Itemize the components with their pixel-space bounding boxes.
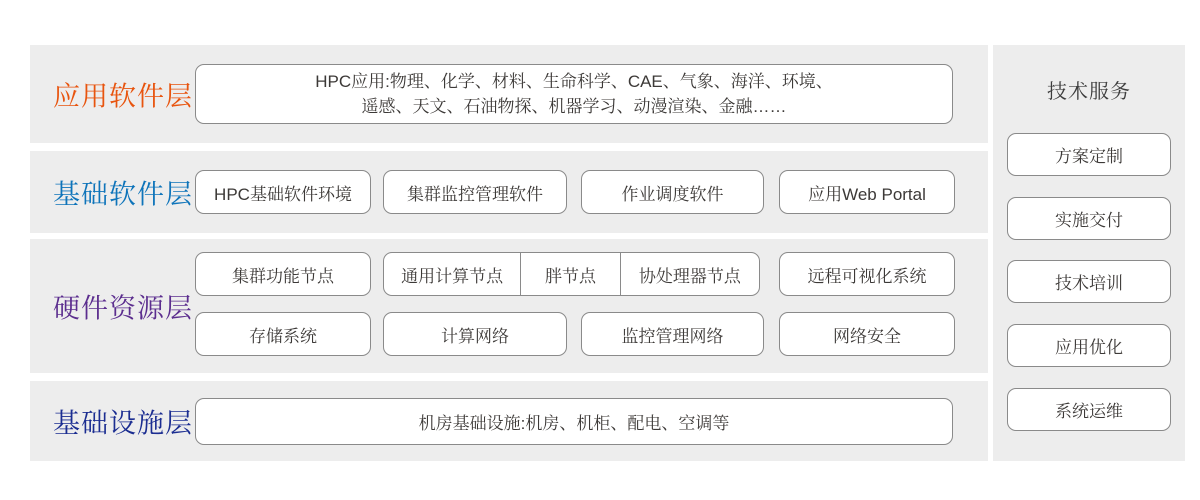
hardware-resource-layer-label: 硬件资源层 [53,293,193,324]
service-box-solution-customization: 方案定制 [1007,133,1171,176]
compute-node-group-box [383,252,760,296]
application-software-layer-band [30,45,988,143]
application-software-layer-label: 应用软件层 [53,81,193,112]
monitor-management-network-box: 监控管理网络 [581,312,764,356]
cluster-monitor-management-box: 集群监控管理软件 [383,170,567,214]
basic-software-layer-band [30,151,988,233]
datacenter-infrastructure-box: 机房基础设施:机房、机柜、配电、空调等 [195,398,953,445]
application-web-portal-box: 应用Web Portal [779,170,955,214]
infrastructure-layer-label: 基础设施层 [53,408,193,439]
storage-system-box: 存储系统 [195,312,371,356]
service-box-implementation-delivery: 实施交付 [1007,197,1171,240]
hpc-applications-box [195,64,953,124]
service-box-system-operation: 系统运维 [1007,388,1171,431]
hpc-base-software-env-box: HPC基础软件环境 [195,170,371,214]
remote-visualization-system-box: 远程可视化系统 [779,252,955,296]
infrastructure-layer-band [30,381,988,461]
network-security-box: 网络安全 [779,312,955,356]
general-compute-node-cell: 通用计算节点 [401,266,504,286]
service-box-application-optimization: 应用优化 [1007,324,1171,367]
service-box-technical-training: 技术培训 [1007,260,1171,303]
basic-software-layer-label: 基础软件层 [53,179,193,210]
tech-services-panel [993,45,1185,461]
hardware-resource-layer-band [30,239,988,373]
hpc-applications-line1: HPC应用:物理、化学、材料、生命科学、CAE、气象、海洋、环境、 [315,72,833,91]
tech-services-title: 技术服务 [1047,81,1131,103]
cluster-function-node-box: 集群功能节点 [195,252,371,296]
hpc-applications-line2: 遥感、天文、石油物探、机器学习、动漫渲染、金融…… [361,97,787,116]
compute-network-box: 计算网络 [383,312,567,356]
fat-node-cell: 胖节点 [520,253,619,295]
coprocessor-node-cell: 协处理器节点 [620,253,759,295]
job-scheduler-software-box: 作业调度软件 [581,170,764,214]
